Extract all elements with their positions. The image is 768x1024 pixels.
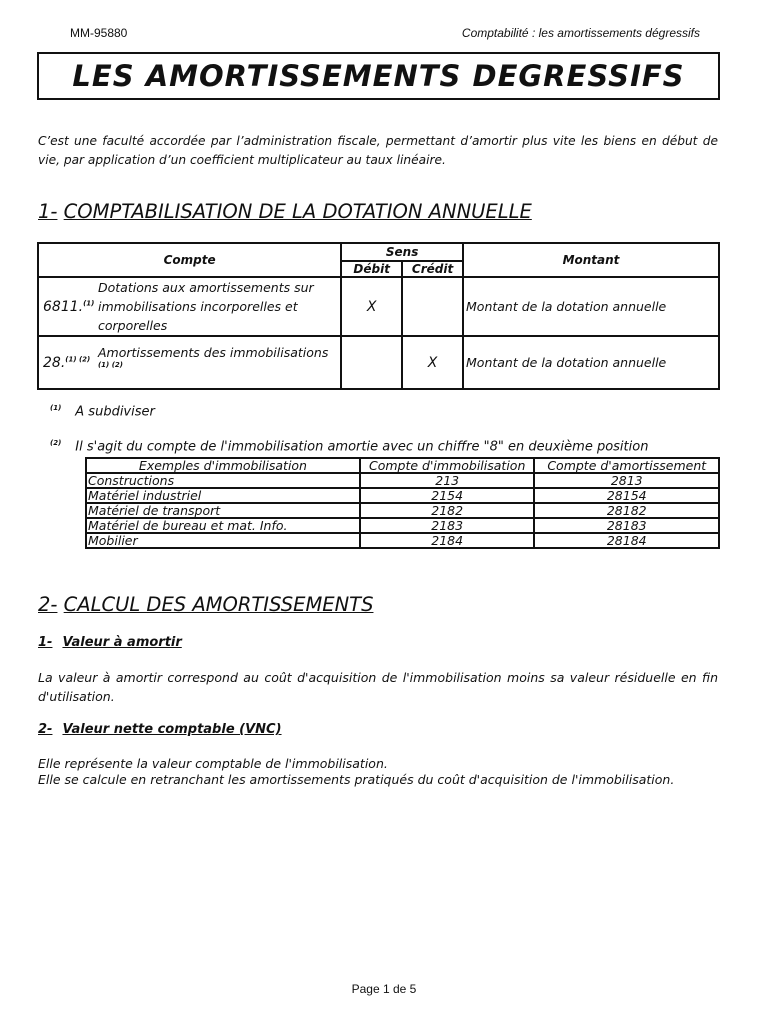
- col-sens: Sens: [341, 243, 463, 261]
- asset-account: 2184: [360, 533, 535, 548]
- section2-number: 2-: [38, 593, 58, 616]
- subsection2-line-1: Elle représente la valeur comptable de l'immobilisation.: [38, 756, 388, 771]
- amount-label: Montant de la dotation annuelle: [463, 336, 719, 389]
- footnote-2-text: Il s'agit du compte de l'immobilisation amortie avec un chiffre "8" en deuxième position: [75, 439, 649, 455]
- page-title: LES AMORTISSEMENTS DEGRESSIFS: [72, 59, 685, 93]
- asset-account: 2183: [360, 518, 535, 533]
- intro-paragraph: C’est une faculté accordée par l’administration fiscale, permettant d’amortir plus vite les biens en début de vie, par application d’un coefficient multiplicateur au taux linéaire.: [38, 134, 718, 167]
- account-number: 6811.: [43, 298, 84, 315]
- subsection2-title: Valeur nette comptable (VNC): [62, 722, 282, 737]
- account-number: 28.: [43, 354, 66, 371]
- subsection1-text: La valeur à amortir correspond au coût d'acquisition de l'immobilisation moins sa valeur résiduelle en fin d'utilisation.: [38, 670, 718, 704]
- depreciation-account: 28182: [534, 503, 719, 518]
- table-row: [86, 488, 719, 503]
- footnote-1-text: A subdiviser: [75, 404, 155, 420]
- depreciation-account: 28183: [534, 518, 719, 533]
- examples-header-type: Exemples d'immobilisation: [86, 458, 360, 473]
- table-row: [86, 503, 719, 518]
- entry-table: [37, 242, 720, 390]
- amount-label: Montant de la dotation annuelle: [463, 277, 719, 336]
- asset-account: 2154: [360, 488, 535, 503]
- credit-mark: X: [402, 336, 463, 389]
- debit-mark: [341, 336, 402, 389]
- section2-title: CALCUL DES AMORTISSEMENTS: [63, 593, 374, 616]
- account-label: Dotations aux amortissements sur immobilisations incorporelles et corporelles: [96, 277, 341, 336]
- debit-mark: X: [341, 277, 402, 336]
- section1-number: 1-: [38, 200, 58, 223]
- subsection2-line-2: Elle se calcule en retranchant les amortissements pratiqués du coût d'acquisition de l'immobilisation.: [38, 772, 675, 787]
- footnote-2: [50, 439, 648, 454]
- table-row: [38, 336, 719, 389]
- depreciation-account: 28154: [534, 488, 719, 503]
- page-number: Page 1 de 5: [351, 982, 417, 996]
- section1-heading: [38, 200, 532, 223]
- table-row: [86, 533, 719, 548]
- account-label-cell: [96, 336, 341, 389]
- footnote-1-mark: (1): [50, 404, 62, 412]
- footnote-2-mark: (2): [50, 439, 62, 447]
- depreciation-account: 28184: [534, 533, 719, 548]
- subsection1-heading: [38, 635, 182, 650]
- account-label-footnote-mark: (1) (2): [97, 361, 123, 369]
- table-row: [86, 473, 719, 488]
- col-montant: Montant: [463, 243, 719, 277]
- depreciation-account: 2813: [534, 473, 719, 488]
- account-number-cell: [38, 336, 96, 389]
- asset-type: Matériel industriel: [86, 488, 360, 503]
- document-subject: Comptabilité : les amortissements dégressifs: [461, 26, 700, 40]
- asset-account: 2182: [360, 503, 535, 518]
- col-credit: Crédit: [402, 261, 463, 277]
- footnote-1: [50, 404, 155, 419]
- title-box: [37, 52, 720, 100]
- account-footnote-mark: (1): [83, 298, 95, 307]
- asset-type: Matériel de transport: [86, 503, 360, 518]
- asset-type: Mobilier: [86, 533, 360, 548]
- subsection2-text: [38, 756, 718, 788]
- subsection1-number: 1-: [38, 635, 53, 650]
- asset-account: 213: [360, 473, 535, 488]
- asset-type: Constructions: [86, 473, 360, 488]
- table-row: [86, 518, 719, 533]
- account-label: Amortissements des immobilisations: [97, 345, 329, 360]
- document-reference: MM-95880: [70, 26, 128, 40]
- asset-type: Matériel de bureau et mat. Info.: [86, 518, 360, 533]
- credit-mark: [402, 277, 463, 336]
- col-debit: Débit: [341, 261, 402, 277]
- examples-table: [85, 457, 720, 549]
- col-compte: Compte: [38, 243, 341, 277]
- section1-title: COMPTABILISATION DE LA DOTATION ANNUELLE: [63, 200, 532, 223]
- account-footnote-mark: (1) (2): [65, 354, 91, 363]
- table-row: [38, 277, 719, 336]
- subsection1-title: Valeur à amortir: [62, 635, 182, 650]
- examples-header-account: Compte d'immobilisation: [360, 458, 535, 473]
- subsection2-heading: [38, 722, 282, 737]
- section2-heading: [38, 593, 373, 616]
- account-number-cell: [38, 277, 96, 336]
- subsection2-number: 2-: [38, 722, 53, 737]
- examples-header-depreciation: Compte d'amortissement: [534, 458, 719, 473]
